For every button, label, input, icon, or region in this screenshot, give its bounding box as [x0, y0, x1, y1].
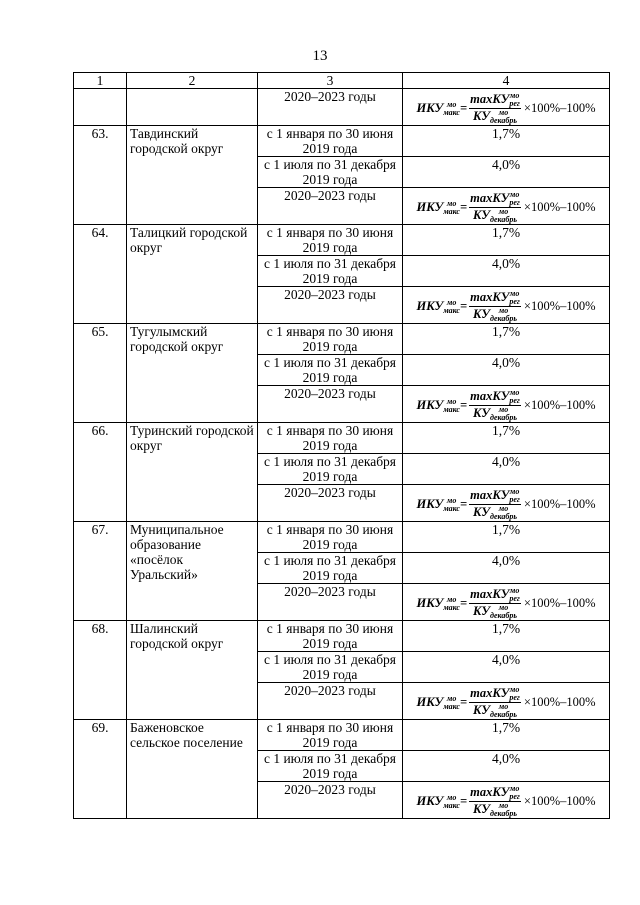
formula-fraction: [469, 488, 521, 521]
period-cell: 2020–2023 годы: [258, 584, 403, 621]
formula-den-sub: декабрь: [490, 512, 518, 521]
formula-num-sub: рег: [509, 99, 520, 108]
value-cell: 4,0%: [403, 157, 610, 188]
municipality-name: Туринский городской округ: [127, 423, 258, 522]
formula-lhs-sub: макс: [443, 701, 460, 711]
formula-equals: =: [459, 200, 468, 214]
formula-den-sub: декабрь: [490, 611, 518, 620]
formula-lhs-sup: мо: [446, 594, 457, 604]
tariff-table: [73, 72, 610, 819]
formula-cell: [403, 485, 610, 522]
value-cell: 1,7%: [403, 522, 610, 553]
formula-tail: ×100%–100%: [523, 398, 596, 412]
header-col-1: 1: [74, 73, 127, 89]
formula: [416, 488, 595, 521]
period-cell: 2020–2023 годы: [258, 89, 403, 126]
value-cell: 1,7%: [403, 621, 610, 652]
formula-cell: [403, 584, 610, 621]
formula-denominator: KУ: [472, 801, 490, 816]
formula-den-sub: декабрь: [490, 215, 518, 224]
formula: [416, 389, 595, 422]
row-number: 64.: [74, 225, 127, 324]
formula-cell: [403, 386, 610, 423]
formula-lhs-sub: макс: [443, 404, 460, 414]
value-cell: 4,0%: [403, 355, 610, 386]
period-cell: с 1 июля по 31 декабря 2019 года: [258, 751, 403, 782]
row-number: [74, 89, 127, 126]
formula-tail: ×100%–100%: [523, 794, 596, 808]
period-cell: 2020–2023 годы: [258, 782, 403, 819]
formula-lhs-sub: макс: [443, 206, 460, 216]
row-number: 63.: [74, 126, 127, 225]
formula-numerator: maxKУ: [470, 685, 510, 700]
formula-lhs-sup: мо: [446, 693, 457, 703]
formula-cell: [403, 782, 610, 819]
table-body: [74, 89, 610, 819]
formula-fraction: [469, 785, 521, 818]
formula-lhs: ИКУ: [416, 794, 444, 808]
formula-tail: ×100%–100%: [523, 596, 596, 610]
formula-numerator: maxKУ: [470, 784, 510, 799]
formula-den-sup: мо: [498, 504, 509, 513]
formula-denominator: KУ: [472, 207, 490, 222]
formula-lhs-sup: мо: [446, 99, 457, 109]
formula-lhs-sup: мо: [446, 495, 457, 505]
period-cell: с 1 января по 30 июня 2019 года: [258, 720, 403, 751]
formula-lhs: ИКУ: [416, 101, 444, 115]
period-cell: с 1 июля по 31 декабря 2019 года: [258, 256, 403, 287]
period-cell: 2020–2023 годы: [258, 485, 403, 522]
formula-lhs: ИКУ: [416, 398, 444, 412]
formula: [416, 686, 595, 719]
formula-tail: ×100%–100%: [523, 200, 596, 214]
formula-den-sub: декабрь: [490, 710, 518, 719]
formula-equals: =: [459, 101, 468, 115]
formula-tail: ×100%–100%: [523, 695, 596, 709]
period-cell: с 1 января по 30 июня 2019 года: [258, 225, 403, 256]
table-row: [74, 423, 610, 454]
formula-lhs: ИКУ: [416, 695, 444, 709]
municipality-name: Тавдинский городской округ: [127, 126, 258, 225]
formula: [416, 92, 595, 125]
table-row: [74, 324, 610, 355]
header-row: [74, 73, 610, 89]
value-cell: 4,0%: [403, 652, 610, 683]
table-row: [74, 225, 610, 256]
formula-lhs-sup: мо: [446, 792, 457, 802]
continuation-row: [74, 89, 610, 126]
formula-num-sub: рег: [509, 495, 520, 504]
formula-den-sub: декабрь: [490, 116, 518, 125]
header-col-4: 4: [403, 73, 610, 89]
row-number: 69.: [74, 720, 127, 819]
formula-den-sup: мо: [498, 702, 509, 711]
header-col-2: 2: [127, 73, 258, 89]
formula-lhs-sub: макс: [443, 305, 460, 315]
formula: [416, 587, 595, 620]
formula-num-sup: мо: [509, 190, 520, 199]
formula-den-sup: мо: [498, 306, 509, 315]
formula-cell: [403, 188, 610, 225]
formula-numerator: maxKУ: [470, 487, 510, 502]
period-cell: 2020–2023 годы: [258, 188, 403, 225]
formula-num-sub: рег: [509, 297, 520, 306]
formula-numerator: maxKУ: [470, 190, 510, 205]
table-row: [74, 522, 610, 553]
value-cell: 4,0%: [403, 553, 610, 584]
formula-fraction: [469, 92, 521, 125]
municipality-name: Баженовское сельское поселение: [127, 720, 258, 819]
value-cell: 1,7%: [403, 225, 610, 256]
formula-fraction: [469, 686, 521, 719]
formula: [416, 785, 595, 818]
formula-lhs-sub: макс: [443, 107, 460, 117]
period-cell: 2020–2023 годы: [258, 386, 403, 423]
period-cell: с 1 января по 30 июня 2019 года: [258, 126, 403, 157]
value-cell: 1,7%: [403, 423, 610, 454]
formula-denominator: KУ: [472, 702, 490, 717]
formula-lhs-sup: мо: [446, 396, 457, 406]
formula-numerator: maxKУ: [470, 586, 510, 601]
formula-den-sup: мо: [498, 207, 509, 216]
value-cell: 4,0%: [403, 454, 610, 485]
municipality-name: Шалинский городской округ: [127, 621, 258, 720]
formula: [416, 191, 595, 224]
formula-num-sub: рег: [509, 396, 520, 405]
municipality-name: Муниципальное образование «посёлок Уральский»: [127, 522, 258, 621]
formula-tail: ×100%–100%: [523, 101, 596, 115]
period-cell: с 1 июля по 31 декабря 2019 года: [258, 157, 403, 188]
period-cell: с 1 января по 30 июня 2019 года: [258, 324, 403, 355]
formula-fraction: [469, 290, 521, 323]
formula-den-sup: мо: [498, 603, 509, 612]
formula-den-sub: декабрь: [490, 314, 518, 323]
period-cell: 2020–2023 годы: [258, 683, 403, 720]
row-number: 65.: [74, 324, 127, 423]
formula-equals: =: [459, 794, 468, 808]
formula-fraction: [469, 191, 521, 224]
formula-num-sup: мо: [509, 685, 520, 694]
formula-num-sub: рег: [509, 198, 520, 207]
formula-lhs: ИКУ: [416, 200, 444, 214]
value-cell: 1,7%: [403, 324, 610, 355]
formula-cell: [403, 89, 610, 126]
header-col-3: 3: [258, 73, 403, 89]
period-cell: с 1 июля по 31 декабря 2019 года: [258, 454, 403, 485]
formula-num-sup: мо: [509, 91, 520, 100]
value-cell: 1,7%: [403, 720, 610, 751]
formula-numerator: maxKУ: [470, 388, 510, 403]
row-number: 67.: [74, 522, 127, 621]
value-cell: 4,0%: [403, 751, 610, 782]
row-number: 68.: [74, 621, 127, 720]
formula-num-sup: мо: [509, 487, 520, 496]
formula-den-sup: мо: [498, 801, 509, 810]
formula-den-sub: декабрь: [490, 413, 518, 422]
value-cell: 1,7%: [403, 126, 610, 157]
formula-num-sup: мо: [509, 586, 520, 595]
formula-num-sub: рег: [509, 594, 520, 603]
formula-equals: =: [459, 695, 468, 709]
formula: [416, 290, 595, 323]
formula-lhs-sub: макс: [443, 800, 460, 810]
table-row: [74, 621, 610, 652]
formula-lhs-sup: мо: [446, 297, 457, 307]
municipality-name: Талицкий городской округ: [127, 225, 258, 324]
formula-denominator: KУ: [472, 108, 490, 123]
formula-cell: [403, 683, 610, 720]
formula-num-sup: мо: [509, 784, 520, 793]
formula-num-sup: мо: [509, 388, 520, 397]
formula-denominator: KУ: [472, 405, 490, 420]
period-cell: с 1 июля по 31 декабря 2019 года: [258, 355, 403, 386]
formula-den-sub: декабрь: [490, 809, 518, 818]
page-number: 13: [312, 48, 328, 64]
formula-numerator: maxKУ: [470, 289, 510, 304]
period-cell: с 1 января по 30 июня 2019 года: [258, 522, 403, 553]
period-cell: с 1 января по 30 июня 2019 года: [258, 423, 403, 454]
formula-denominator: KУ: [472, 504, 490, 519]
formula-lhs: ИКУ: [416, 497, 444, 511]
formula-fraction: [469, 389, 521, 422]
formula-num-sub: рег: [509, 792, 520, 801]
formula-den-sup: мо: [498, 108, 509, 117]
municipality-name: Тугулымский городской округ: [127, 324, 258, 423]
formula-denominator: KУ: [472, 306, 490, 321]
formula-lhs-sup: мо: [446, 198, 457, 208]
value-cell: 4,0%: [403, 256, 610, 287]
formula-lhs: ИКУ: [416, 596, 444, 610]
formula-numerator: maxKУ: [470, 91, 510, 106]
municipality-name: [127, 89, 258, 126]
period-cell: с 1 июля по 31 декабря 2019 года: [258, 553, 403, 584]
formula-lhs: ИКУ: [416, 299, 444, 313]
formula-lhs-sub: макс: [443, 503, 460, 513]
formula-equals: =: [459, 596, 468, 610]
formula-num-sup: мо: [509, 289, 520, 298]
period-cell: с 1 июля по 31 декабря 2019 года: [258, 652, 403, 683]
formula-tail: ×100%–100%: [523, 299, 596, 313]
formula-denominator: KУ: [472, 603, 490, 618]
formula-fraction: [469, 587, 521, 620]
formula-num-sub: рег: [509, 693, 520, 702]
table-row: [74, 720, 610, 751]
table-row: [74, 126, 610, 157]
formula-equals: =: [459, 497, 468, 511]
period-cell: с 1 января по 30 июня 2019 года: [258, 621, 403, 652]
formula-cell: [403, 287, 610, 324]
formula-tail: ×100%–100%: [523, 497, 596, 511]
formula-equals: =: [459, 299, 468, 313]
period-cell: 2020–2023 годы: [258, 287, 403, 324]
row-number: 66.: [74, 423, 127, 522]
formula-lhs-sub: макс: [443, 602, 460, 612]
formula-den-sup: мо: [498, 405, 509, 414]
formula-equals: =: [459, 398, 468, 412]
